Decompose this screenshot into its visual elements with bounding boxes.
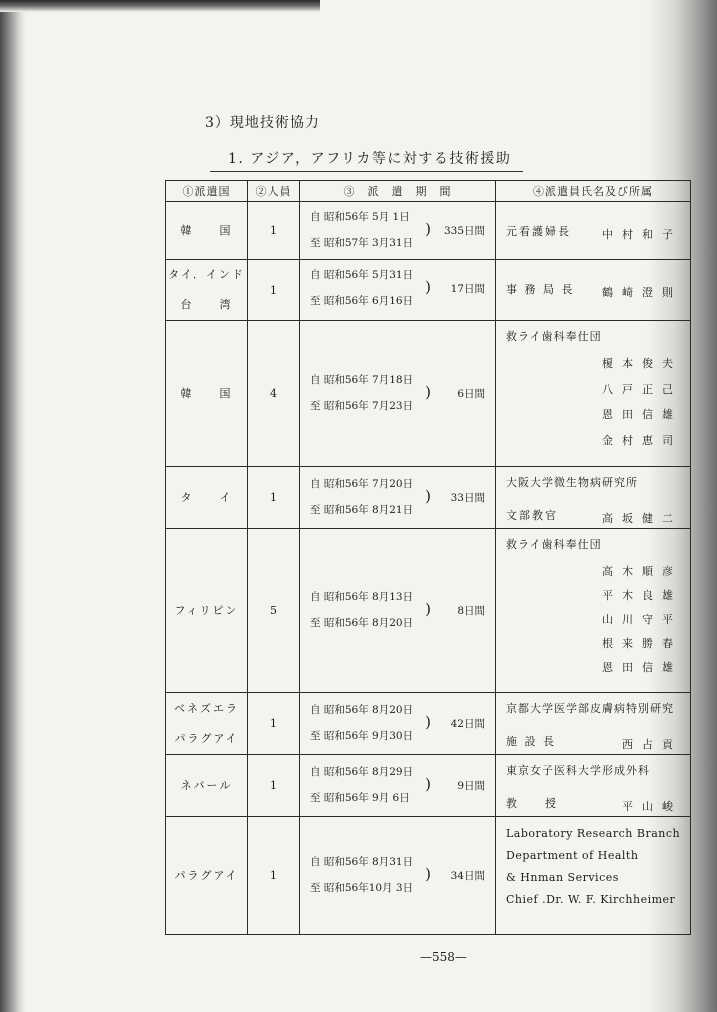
affiliation-line: & Hnman Services bbox=[506, 871, 619, 884]
period-cell bbox=[300, 817, 496, 935]
table-row bbox=[166, 260, 691, 321]
period-start: 自 昭和56年 8月20日 bbox=[310, 704, 414, 716]
period-end: 至 昭和56年10月 3日 bbox=[310, 882, 414, 894]
country-name: ネパール bbox=[180, 778, 233, 792]
country-name: パラグアイ bbox=[174, 731, 239, 745]
header-period: ③ 派 遣 期 間 bbox=[300, 181, 496, 202]
period-days: 42日間 bbox=[450, 718, 485, 730]
period-start: 自 昭和56年 8月29日 bbox=[310, 766, 414, 778]
members-cell bbox=[496, 529, 691, 693]
member-name: 恩田信雄 bbox=[602, 661, 682, 674]
period-end: 至 昭和56年 7月23日 bbox=[310, 400, 414, 412]
period-cell bbox=[300, 202, 496, 260]
country-name: 韓 国 bbox=[180, 386, 233, 400]
member-count: 4 bbox=[248, 321, 300, 467]
affiliation: 東京女子医科大学形成外科 bbox=[506, 764, 650, 777]
member-count: 1 bbox=[248, 467, 300, 529]
table-row bbox=[166, 202, 691, 260]
period-cell bbox=[300, 755, 496, 817]
period-days: 335日間 bbox=[443, 225, 485, 237]
page-number: —558— bbox=[420, 950, 467, 964]
members-cell bbox=[496, 202, 691, 260]
position-title: 文部教官 bbox=[506, 509, 558, 522]
period-days: 8日間 bbox=[457, 605, 485, 617]
member-count: 1 bbox=[248, 260, 300, 321]
affiliation-line: Chief .Dr. W. F. Kirchheimer bbox=[506, 893, 676, 906]
period-end: 至 昭和56年 6月16日 bbox=[310, 295, 414, 307]
period-days: 6日間 bbox=[457, 388, 485, 400]
member-name: 平木良雄 bbox=[602, 589, 682, 602]
member-name: 鶴崎澄則 bbox=[602, 286, 682, 299]
country-cell bbox=[166, 321, 248, 467]
period-end: 至 昭和56年 8月20日 bbox=[310, 617, 414, 629]
position-title: 施 設 長 bbox=[506, 735, 556, 748]
members-cell bbox=[496, 321, 691, 467]
section-title: 3）現地技術協力 bbox=[205, 115, 320, 131]
affiliation: 大阪大学微生物病研究所 bbox=[506, 476, 638, 489]
brace-mark: ) bbox=[425, 600, 431, 618]
period-cell bbox=[300, 467, 496, 529]
period-start: 自 昭和56年 8月31日 bbox=[310, 856, 414, 868]
member-name: 中村和子 bbox=[602, 228, 682, 241]
position-title: 教 授 bbox=[506, 797, 558, 810]
members-cell bbox=[496, 817, 691, 935]
position-title: 事 務 局 長 bbox=[506, 283, 575, 296]
brace-mark: ) bbox=[425, 775, 431, 793]
member-name: 八戸正己 bbox=[602, 382, 682, 396]
period-start: 自 昭和56年 8月13日 bbox=[310, 591, 414, 603]
period-cell bbox=[300, 321, 496, 467]
period-start: 自 昭和56年 5月 1日 bbox=[310, 211, 410, 223]
period-end: 至 昭和56年 9月 6日 bbox=[310, 792, 410, 804]
period-end: 至 昭和57年 3月31日 bbox=[310, 237, 414, 249]
country-cell bbox=[166, 529, 248, 693]
member-name: 高木順彦 bbox=[602, 565, 682, 578]
table-row bbox=[166, 755, 691, 817]
period-days: 33日間 bbox=[450, 492, 485, 504]
country-name: 台 湾 bbox=[180, 298, 233, 311]
period-start: 自 昭和56年 7月20日 bbox=[310, 478, 414, 490]
country-name: タイ．インド bbox=[168, 268, 245, 281]
affiliation: 救ライ歯科奉仕団 bbox=[506, 538, 602, 551]
brace-mark: ) bbox=[425, 278, 431, 296]
scan-shadow-left bbox=[0, 0, 26, 1012]
country-cell bbox=[166, 202, 248, 260]
period-days: 9日間 bbox=[457, 780, 485, 792]
country-name: ベネズエラ bbox=[174, 701, 239, 715]
member-name: 恩田信雄 bbox=[602, 408, 682, 421]
brace-mark: ) bbox=[425, 220, 431, 238]
country-name: 韓 国 bbox=[180, 223, 233, 237]
table-row bbox=[166, 693, 691, 755]
assistance-table bbox=[165, 180, 691, 935]
country-name: タ イ bbox=[180, 490, 233, 504]
country-cell bbox=[166, 817, 248, 935]
period-days: 17日間 bbox=[450, 283, 485, 295]
country-name: パラグアイ bbox=[174, 868, 239, 882]
affiliation: 救ライ歯科奉仕団 bbox=[506, 330, 602, 343]
country-name: フィリピン bbox=[174, 603, 239, 617]
member-name: 金村恵司 bbox=[602, 433, 682, 447]
subsection-title: 1. アジア，アフリカ等に対する技術援助 bbox=[228, 148, 511, 168]
header-count: ②人員 bbox=[248, 181, 300, 202]
members-cell bbox=[496, 693, 691, 755]
brace-mark: ) bbox=[425, 865, 431, 883]
period-end: 至 昭和56年 9月30日 bbox=[310, 730, 414, 742]
member-name: 榎本俊夫 bbox=[602, 357, 682, 370]
scan-shadow-top bbox=[0, 0, 320, 12]
brace-mark: ) bbox=[425, 713, 431, 731]
period-start: 自 昭和56年 7月18日 bbox=[310, 374, 414, 386]
table-row bbox=[166, 321, 691, 467]
country-cell bbox=[166, 693, 248, 755]
members-cell bbox=[496, 755, 691, 817]
member-count: 1 bbox=[248, 202, 300, 260]
position-title: 元看護婦長 bbox=[506, 225, 571, 238]
country-cell bbox=[166, 260, 248, 321]
table-header-row bbox=[166, 181, 691, 202]
member-name: 高坂健二 bbox=[602, 512, 682, 525]
period-start: 自 昭和56年 5月31日 bbox=[310, 269, 414, 281]
period-cell bbox=[300, 260, 496, 321]
members-cell bbox=[496, 467, 691, 529]
affiliation-line: Laboratory Research Branch bbox=[506, 827, 681, 840]
table-row bbox=[166, 467, 691, 529]
member-name: 平山峻 bbox=[622, 800, 682, 813]
period-days: 34日間 bbox=[450, 870, 485, 882]
affiliation: 京都大学医学部皮膚病特別研究 bbox=[506, 702, 674, 715]
member-count: 1 bbox=[248, 693, 300, 755]
member-name: 山川守平 bbox=[602, 613, 682, 626]
period-cell bbox=[300, 693, 496, 755]
country-cell bbox=[166, 755, 248, 817]
country-cell bbox=[166, 467, 248, 529]
member-name: 根来勝春 bbox=[602, 637, 682, 650]
member-name: 西占貢 bbox=[622, 738, 682, 751]
period-cell bbox=[300, 529, 496, 693]
brace-mark: ) bbox=[425, 487, 431, 505]
header-members: ④派遣員氏名及び所属 bbox=[496, 181, 691, 202]
affiliation-line: Department of Health bbox=[506, 849, 639, 862]
header-country: ①派遣国 bbox=[166, 181, 248, 202]
member-count: 1 bbox=[248, 755, 300, 817]
brace-mark: ) bbox=[425, 383, 431, 401]
period-end: 至 昭和56年 8月21日 bbox=[310, 504, 414, 516]
member-count: 5 bbox=[248, 529, 300, 693]
member-count: 1 bbox=[248, 817, 300, 935]
table-row bbox=[166, 529, 691, 693]
members-cell bbox=[496, 260, 691, 321]
table-row bbox=[166, 817, 691, 935]
